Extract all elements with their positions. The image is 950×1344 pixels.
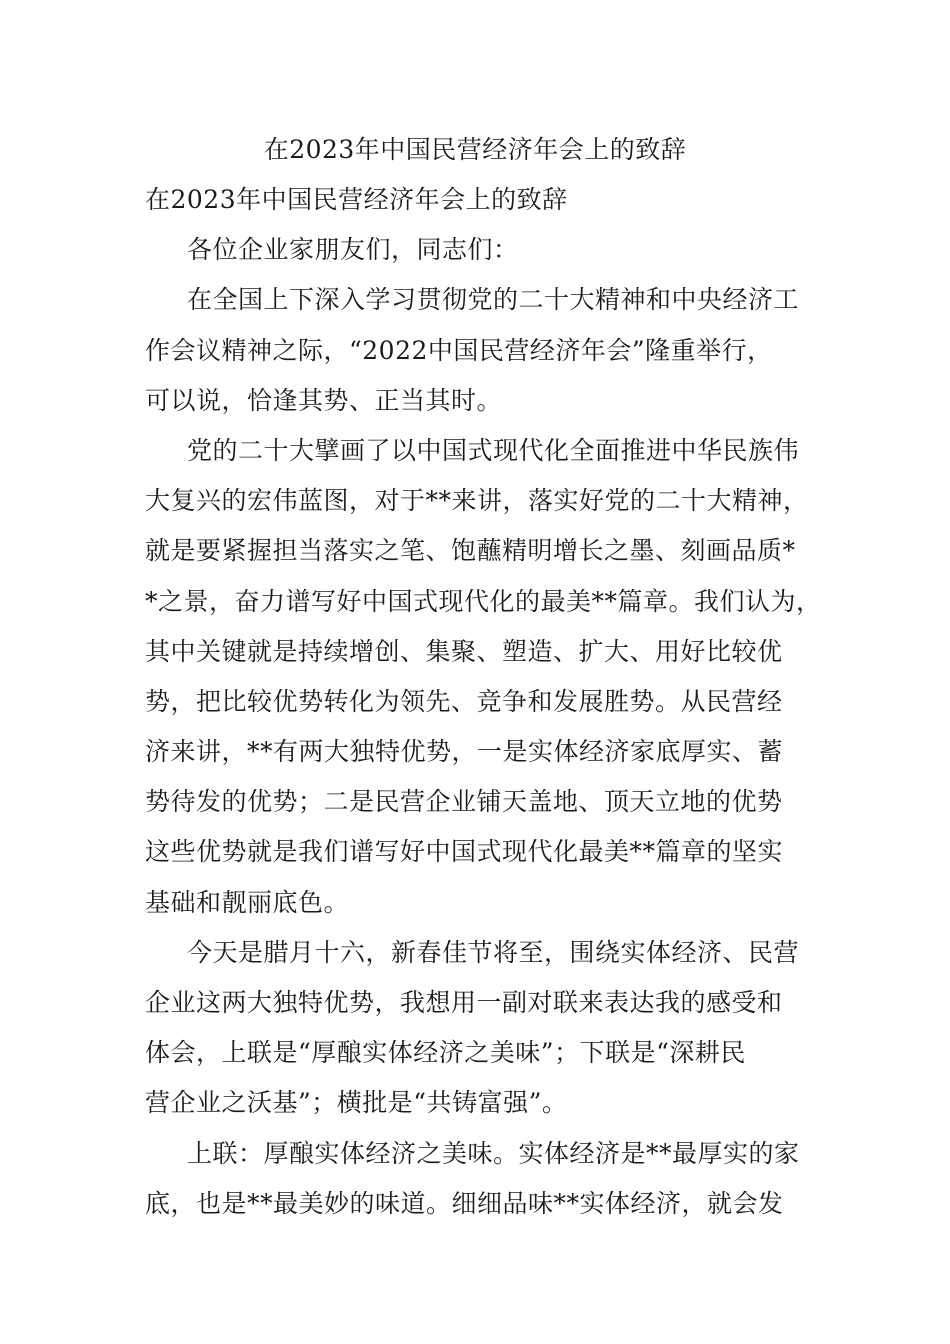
text-line: 势，把比较优势转化为领先、竞争和发展胜势。从民营经 xyxy=(145,686,783,716)
text-line: 上联：厚酿实体经济之美味。实体经济是**最厚实的家 xyxy=(187,1138,800,1168)
text-line: 作会议精神之际，“2022中国民营经济年会”隆重举行， xyxy=(145,335,773,365)
text-line: 这些优势就是我们谱写好中国式现代化最美**篇章的坚实 xyxy=(145,837,784,867)
text-line: 党的二十大擘画了以中国式现代化全面推进中华民族伟 xyxy=(187,435,800,465)
text-line: 今天是腊月十六，新春佳节将至，围绕实体经济、民营 xyxy=(187,937,800,967)
text-line: 在2023年中国民营经济年会上的致辞 xyxy=(145,185,568,214)
text-line: 营企业之沃基”；横批是“共铸富强”。 xyxy=(145,1088,568,1118)
text-line: 底，也是**最美妙的味道。细细品味**实体经济，就会发 xyxy=(145,1188,784,1218)
document-body xyxy=(145,182,825,1236)
text-line: 可以说，恰逢其势、正当其时。 xyxy=(145,385,503,415)
text-line: 在全国上下深入学习贯彻党的二十大精神和中央经济工 xyxy=(187,285,800,315)
text-line: 势待发的优势；二是民营企业铺天盖地、顶天立地的优势 xyxy=(145,787,783,817)
document-title: 在2023年中国民营经济年会上的致辞 xyxy=(263,135,687,164)
text-line: 大复兴的宏伟蓝图，对于**来讲，落实好党的二十大精神， xyxy=(145,486,809,516)
text-line: 济来讲，**有两大独特优势，一是实体经济家底厚实、蓄 xyxy=(145,737,784,767)
text-line: 企业这两大独特优势，我想用一副对联来表达我的感受和 xyxy=(145,988,783,1017)
text-line: 其中关键就是持续增创、集聚、塑造、扩大、用好比较优 xyxy=(145,636,783,666)
text-line: 基础和靓丽底色。 xyxy=(145,887,350,917)
text-line: *之景，奋力谱写好中国式现代化的最美**篇章。我们认为， xyxy=(145,586,822,616)
text-line: 各位企业家朋友们，同志们： xyxy=(187,235,519,265)
text-line: 就是要紧握担当落实之笔、饱蘸精明增长之墨、刻画品质* xyxy=(145,536,796,566)
text-line: 体会，上联是“厚酿实体经济之美味”；下联是“深耕民 xyxy=(145,1038,746,1068)
